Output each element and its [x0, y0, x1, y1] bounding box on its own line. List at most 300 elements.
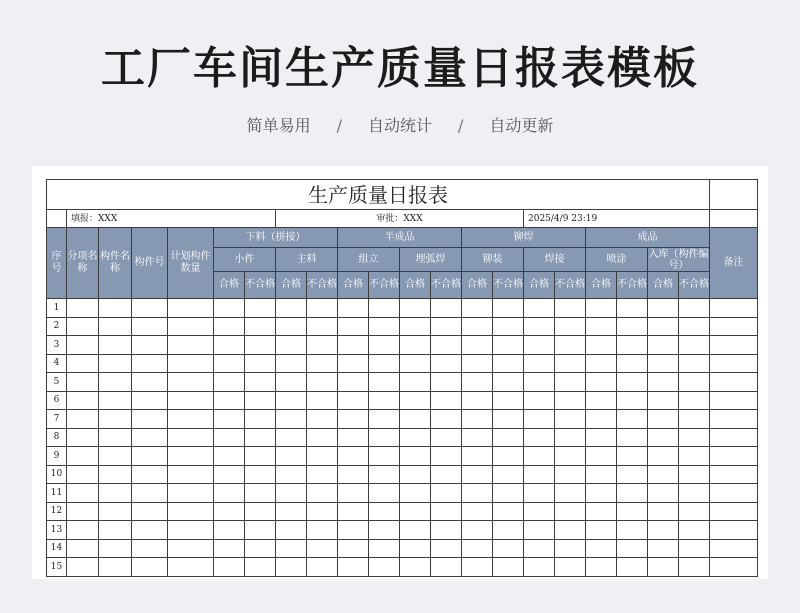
table-cell[interactable]	[168, 465, 214, 484]
table-cell[interactable]	[493, 521, 524, 540]
table-cell[interactable]	[67, 447, 99, 466]
table-cell[interactable]	[67, 558, 99, 577]
table-cell[interactable]	[168, 299, 214, 318]
table-cell[interactable]	[245, 465, 276, 484]
table-cell[interactable]	[462, 391, 493, 410]
table-cell[interactable]	[462, 521, 493, 540]
table-cell[interactable]	[648, 447, 679, 466]
table-cell[interactable]	[586, 521, 617, 540]
table-cell[interactable]	[431, 521, 462, 540]
table-cell[interactable]	[679, 317, 710, 336]
table-cell[interactable]	[493, 336, 524, 355]
table-cell[interactable]	[132, 410, 168, 429]
table-cell[interactable]	[400, 299, 431, 318]
table-cell[interactable]	[276, 373, 307, 392]
table-cell[interactable]	[369, 484, 400, 503]
table-cell[interactable]	[679, 447, 710, 466]
table-cell[interactable]	[493, 410, 524, 429]
table-cell[interactable]	[710, 410, 758, 429]
table-cell[interactable]	[245, 558, 276, 577]
table-cell[interactable]	[555, 299, 586, 318]
table-cell[interactable]	[555, 428, 586, 447]
table-cell[interactable]	[99, 521, 132, 540]
table-cell[interactable]	[214, 373, 245, 392]
table-cell[interactable]	[431, 428, 462, 447]
table-cell[interactable]	[67, 428, 99, 447]
table-cell[interactable]	[338, 428, 369, 447]
table-cell[interactable]	[338, 299, 369, 318]
table-cell[interactable]	[132, 502, 168, 521]
table-cell[interactable]	[369, 317, 400, 336]
table-cell[interactable]	[99, 502, 132, 521]
table-cell[interactable]	[307, 410, 338, 429]
table-cell[interactable]	[617, 317, 648, 336]
table-cell[interactable]	[369, 354, 400, 373]
table-cell[interactable]	[431, 447, 462, 466]
table-cell[interactable]	[276, 558, 307, 577]
table-cell[interactable]	[617, 447, 648, 466]
table-cell[interactable]	[400, 391, 431, 410]
table-cell[interactable]	[307, 558, 338, 577]
table-cell[interactable]	[168, 373, 214, 392]
table-cell[interactable]	[245, 428, 276, 447]
table-cell[interactable]	[67, 336, 99, 355]
table-cell[interactable]	[214, 521, 245, 540]
table-cell[interactable]	[462, 317, 493, 336]
table-cell[interactable]	[710, 484, 758, 503]
table-cell[interactable]	[555, 354, 586, 373]
table-cell[interactable]	[524, 373, 555, 392]
table-cell[interactable]	[132, 299, 168, 318]
table-cell[interactable]	[679, 484, 710, 503]
table-cell[interactable]	[99, 539, 132, 558]
table-cell[interactable]	[400, 521, 431, 540]
table-cell[interactable]	[338, 336, 369, 355]
table-cell[interactable]	[99, 336, 132, 355]
table-cell[interactable]	[99, 465, 132, 484]
table-cell[interactable]	[493, 558, 524, 577]
table-cell[interactable]	[245, 447, 276, 466]
table-cell[interactable]	[555, 484, 586, 503]
table-cell[interactable]	[586, 558, 617, 577]
table-cell[interactable]	[431, 410, 462, 429]
table-cell[interactable]	[524, 336, 555, 355]
table-cell[interactable]	[67, 521, 99, 540]
table-cell[interactable]	[400, 465, 431, 484]
table-cell[interactable]	[245, 521, 276, 540]
table-cell[interactable]	[400, 447, 431, 466]
table-cell[interactable]	[132, 465, 168, 484]
table-cell[interactable]	[168, 391, 214, 410]
table-cell[interactable]	[276, 447, 307, 466]
table-cell[interactable]	[338, 391, 369, 410]
table-cell[interactable]	[586, 317, 617, 336]
table-cell[interactable]	[617, 502, 648, 521]
table-cell[interactable]	[338, 317, 369, 336]
table-cell[interactable]	[214, 558, 245, 577]
table-cell[interactable]	[617, 484, 648, 503]
table-cell[interactable]	[617, 354, 648, 373]
table-cell[interactable]	[710, 447, 758, 466]
table-cell[interactable]	[493, 391, 524, 410]
table-cell[interactable]	[710, 558, 758, 577]
table-cell[interactable]	[369, 428, 400, 447]
table-cell[interactable]	[132, 447, 168, 466]
table-cell[interactable]	[132, 373, 168, 392]
table-cell[interactable]	[338, 558, 369, 577]
table-cell[interactable]	[679, 391, 710, 410]
table-cell[interactable]	[338, 447, 369, 466]
table-cell[interactable]	[710, 539, 758, 558]
table-cell[interactable]	[276, 391, 307, 410]
table-cell[interactable]	[168, 428, 214, 447]
table-cell[interactable]	[307, 484, 338, 503]
table-cell[interactable]	[431, 373, 462, 392]
table-cell[interactable]	[555, 373, 586, 392]
table-cell[interactable]	[555, 521, 586, 540]
table-cell[interactable]	[586, 336, 617, 355]
table-cell[interactable]	[67, 539, 99, 558]
table-cell[interactable]	[307, 447, 338, 466]
table-cell[interactable]	[617, 558, 648, 577]
table-cell[interactable]	[99, 373, 132, 392]
table-cell[interactable]	[431, 502, 462, 521]
table-cell[interactable]	[648, 484, 679, 503]
table-cell[interactable]	[493, 317, 524, 336]
table-cell[interactable]	[617, 391, 648, 410]
table-cell[interactable]	[462, 410, 493, 429]
table-cell[interactable]	[462, 336, 493, 355]
table-cell[interactable]	[276, 428, 307, 447]
table-cell[interactable]	[710, 465, 758, 484]
table-cell[interactable]	[168, 502, 214, 521]
table-cell[interactable]	[524, 391, 555, 410]
table-cell[interactable]	[168, 354, 214, 373]
table-cell[interactable]	[99, 317, 132, 336]
table-cell[interactable]	[307, 465, 338, 484]
table-cell[interactable]	[132, 428, 168, 447]
table-cell[interactable]	[132, 354, 168, 373]
table-cell[interactable]	[307, 502, 338, 521]
table-cell[interactable]	[400, 428, 431, 447]
table-cell[interactable]	[67, 317, 99, 336]
table-cell[interactable]	[462, 502, 493, 521]
table-cell[interactable]	[400, 502, 431, 521]
table-cell[interactable]	[400, 336, 431, 355]
table-cell[interactable]	[67, 391, 99, 410]
table-cell[interactable]	[276, 354, 307, 373]
table-cell[interactable]	[524, 317, 555, 336]
table-cell[interactable]	[214, 428, 245, 447]
table-cell[interactable]	[168, 484, 214, 503]
table-cell[interactable]	[710, 373, 758, 392]
table-cell[interactable]	[710, 502, 758, 521]
table-cell[interactable]	[369, 336, 400, 355]
table-cell[interactable]	[648, 373, 679, 392]
table-cell[interactable]	[524, 521, 555, 540]
table-cell[interactable]	[99, 299, 132, 318]
table-cell[interactable]	[648, 465, 679, 484]
table-cell[interactable]	[586, 539, 617, 558]
table-cell[interactable]	[586, 428, 617, 447]
table-cell[interactable]	[524, 502, 555, 521]
table-cell[interactable]	[493, 502, 524, 521]
table-cell[interactable]	[586, 484, 617, 503]
table-cell[interactable]	[214, 484, 245, 503]
table-cell[interactable]	[648, 354, 679, 373]
table-cell[interactable]	[710, 521, 758, 540]
table-cell[interactable]	[99, 354, 132, 373]
table-cell[interactable]	[338, 502, 369, 521]
table-cell[interactable]	[67, 502, 99, 521]
table-cell[interactable]	[493, 299, 524, 318]
table-cell[interactable]	[462, 428, 493, 447]
table-cell[interactable]	[369, 558, 400, 577]
table-cell[interactable]	[617, 465, 648, 484]
table-cell[interactable]	[648, 428, 679, 447]
table-cell[interactable]	[276, 299, 307, 318]
table-cell[interactable]	[132, 317, 168, 336]
table-cell[interactable]	[679, 465, 710, 484]
table-cell[interactable]	[338, 484, 369, 503]
table-cell[interactable]	[462, 354, 493, 373]
table-cell[interactable]	[679, 539, 710, 558]
table-cell[interactable]	[648, 521, 679, 540]
table-cell[interactable]	[679, 373, 710, 392]
table-cell[interactable]	[710, 317, 758, 336]
table-cell[interactable]	[648, 391, 679, 410]
table-cell[interactable]	[617, 539, 648, 558]
table-cell[interactable]	[493, 428, 524, 447]
table-cell[interactable]	[710, 336, 758, 355]
table-cell[interactable]	[462, 373, 493, 392]
table-cell[interactable]	[307, 539, 338, 558]
table-cell[interactable]	[99, 428, 132, 447]
table-cell[interactable]	[648, 299, 679, 318]
table-cell[interactable]	[276, 465, 307, 484]
table-cell[interactable]	[369, 299, 400, 318]
table-cell[interactable]	[555, 410, 586, 429]
table-cell[interactable]	[710, 428, 758, 447]
table-cell[interactable]	[307, 391, 338, 410]
table-cell[interactable]	[462, 539, 493, 558]
table-cell[interactable]	[338, 410, 369, 429]
table-cell[interactable]	[276, 539, 307, 558]
table-cell[interactable]	[493, 539, 524, 558]
table-cell[interactable]	[132, 521, 168, 540]
table-cell[interactable]	[431, 354, 462, 373]
table-cell[interactable]	[648, 502, 679, 521]
table-cell[interactable]	[369, 502, 400, 521]
table-cell[interactable]	[586, 447, 617, 466]
table-cell[interactable]	[276, 336, 307, 355]
table-cell[interactable]	[431, 336, 462, 355]
table-cell[interactable]	[338, 521, 369, 540]
table-cell[interactable]	[710, 299, 758, 318]
table-cell[interactable]	[99, 484, 132, 503]
table-cell[interactable]	[245, 336, 276, 355]
table-cell[interactable]	[524, 558, 555, 577]
table-cell[interactable]	[524, 410, 555, 429]
table-cell[interactable]	[524, 447, 555, 466]
table-cell[interactable]	[338, 539, 369, 558]
table-cell[interactable]	[493, 465, 524, 484]
table-cell[interactable]	[214, 336, 245, 355]
table-cell[interactable]	[307, 354, 338, 373]
table-cell[interactable]	[400, 373, 431, 392]
table-cell[interactable]	[555, 447, 586, 466]
table-cell[interactable]	[462, 484, 493, 503]
table-cell[interactable]	[307, 428, 338, 447]
table-cell[interactable]	[462, 299, 493, 318]
table-cell[interactable]	[168, 336, 214, 355]
table-cell[interactable]	[555, 539, 586, 558]
table-cell[interactable]	[648, 539, 679, 558]
table-cell[interactable]	[648, 410, 679, 429]
table-cell[interactable]	[67, 354, 99, 373]
table-cell[interactable]	[99, 391, 132, 410]
table-cell[interactable]	[648, 317, 679, 336]
table-cell[interactable]	[462, 465, 493, 484]
table-cell[interactable]	[679, 521, 710, 540]
table-cell[interactable]	[493, 447, 524, 466]
table-cell[interactable]	[400, 317, 431, 336]
table-cell[interactable]	[245, 391, 276, 410]
table-cell[interactable]	[132, 336, 168, 355]
table-cell[interactable]	[99, 410, 132, 429]
table-cell[interactable]	[99, 447, 132, 466]
table-cell[interactable]	[493, 484, 524, 503]
table-cell[interactable]	[648, 558, 679, 577]
table-cell[interactable]	[214, 317, 245, 336]
table-cell[interactable]	[679, 558, 710, 577]
table-cell[interactable]	[99, 558, 132, 577]
table-cell[interactable]	[617, 299, 648, 318]
table-cell[interactable]	[555, 317, 586, 336]
table-cell[interactable]	[555, 558, 586, 577]
table-cell[interactable]	[307, 521, 338, 540]
table-cell[interactable]	[245, 299, 276, 318]
table-cell[interactable]	[400, 558, 431, 577]
table-cell[interactable]	[132, 558, 168, 577]
table-cell[interactable]	[679, 502, 710, 521]
table-cell[interactable]	[168, 521, 214, 540]
table-cell[interactable]	[524, 354, 555, 373]
table-cell[interactable]	[431, 465, 462, 484]
table-cell[interactable]	[132, 539, 168, 558]
table-cell[interactable]	[214, 391, 245, 410]
table-cell[interactable]	[276, 410, 307, 429]
table-cell[interactable]	[524, 428, 555, 447]
table-cell[interactable]	[400, 539, 431, 558]
table-cell[interactable]	[369, 539, 400, 558]
table-cell[interactable]	[555, 465, 586, 484]
table-cell[interactable]	[710, 391, 758, 410]
table-cell[interactable]	[400, 484, 431, 503]
table-cell[interactable]	[307, 336, 338, 355]
table-cell[interactable]	[67, 410, 99, 429]
table-cell[interactable]	[307, 299, 338, 318]
table-cell[interactable]	[245, 539, 276, 558]
table-cell[interactable]	[462, 558, 493, 577]
table-cell[interactable]	[617, 521, 648, 540]
table-cell[interactable]	[617, 336, 648, 355]
table-cell[interactable]	[245, 410, 276, 429]
table-cell[interactable]	[214, 299, 245, 318]
table-cell[interactable]	[369, 373, 400, 392]
table-cell[interactable]	[214, 502, 245, 521]
table-cell[interactable]	[586, 465, 617, 484]
table-cell[interactable]	[617, 373, 648, 392]
table-cell[interactable]	[338, 373, 369, 392]
table-cell[interactable]	[168, 317, 214, 336]
table-cell[interactable]	[245, 502, 276, 521]
table-cell[interactable]	[648, 336, 679, 355]
table-cell[interactable]	[431, 558, 462, 577]
table-cell[interactable]	[493, 373, 524, 392]
table-cell[interactable]	[168, 558, 214, 577]
table-cell[interactable]	[245, 484, 276, 503]
table-cell[interactable]	[307, 373, 338, 392]
table-cell[interactable]	[586, 410, 617, 429]
table-cell[interactable]	[369, 465, 400, 484]
table-cell[interactable]	[168, 447, 214, 466]
table-cell[interactable]	[214, 539, 245, 558]
table-cell[interactable]	[493, 354, 524, 373]
table-cell[interactable]	[276, 317, 307, 336]
table-cell[interactable]	[168, 539, 214, 558]
table-cell[interactable]	[617, 410, 648, 429]
table-cell[interactable]	[586, 354, 617, 373]
table-cell[interactable]	[245, 317, 276, 336]
table-cell[interactable]	[369, 391, 400, 410]
table-cell[interactable]	[132, 484, 168, 503]
table-cell[interactable]	[679, 410, 710, 429]
table-cell[interactable]	[214, 410, 245, 429]
table-cell[interactable]	[524, 539, 555, 558]
table-cell[interactable]	[67, 299, 99, 318]
table-cell[interactable]	[679, 299, 710, 318]
table-cell[interactable]	[679, 336, 710, 355]
table-cell[interactable]	[524, 465, 555, 484]
table-cell[interactable]	[431, 484, 462, 503]
table-cell[interactable]	[338, 465, 369, 484]
table-cell[interactable]	[400, 410, 431, 429]
table-cell[interactable]	[431, 317, 462, 336]
table-cell[interactable]	[338, 354, 369, 373]
table-cell[interactable]	[555, 502, 586, 521]
table-cell[interactable]	[524, 299, 555, 318]
table-cell[interactable]	[462, 447, 493, 466]
table-cell[interactable]	[67, 465, 99, 484]
table-cell[interactable]	[555, 336, 586, 355]
table-cell[interactable]	[369, 410, 400, 429]
table-cell[interactable]	[679, 428, 710, 447]
table-cell[interactable]	[276, 502, 307, 521]
table-cell[interactable]	[586, 391, 617, 410]
table-cell[interactable]	[679, 354, 710, 373]
table-cell[interactable]	[555, 391, 586, 410]
table-cell[interactable]	[710, 354, 758, 373]
table-cell[interactable]	[586, 502, 617, 521]
table-cell[interactable]	[276, 484, 307, 503]
table-cell[interactable]	[245, 373, 276, 392]
table-cell[interactable]	[307, 317, 338, 336]
table-cell[interactable]	[214, 447, 245, 466]
table-cell[interactable]	[431, 391, 462, 410]
table-cell[interactable]	[67, 373, 99, 392]
table-cell[interactable]	[132, 391, 168, 410]
